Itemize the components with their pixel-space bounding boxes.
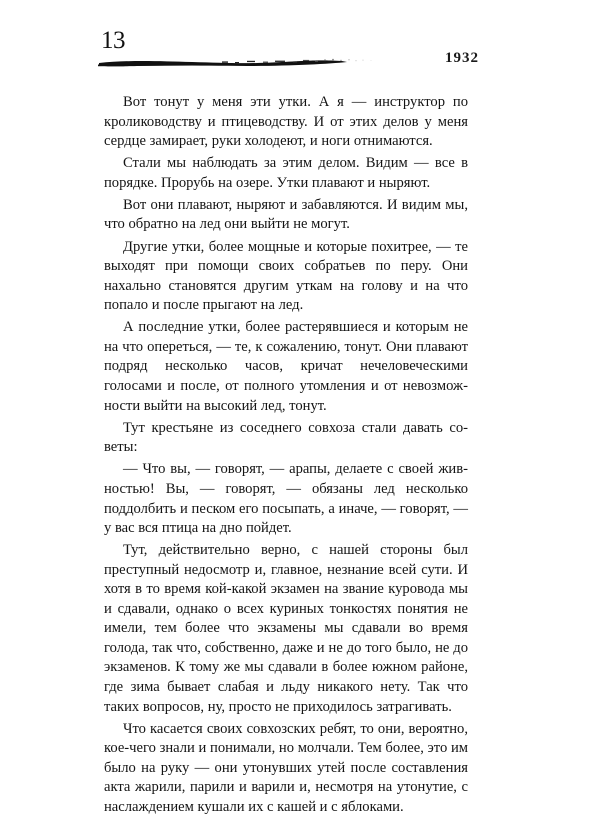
paragraph-8: Тут, действительно верно, с нашей стороны был преступный недосмотр и, главное, незнание всей сути. И хотя в то время кой-какой экзамен на звание куровода мы и сдавали, однако о всех куриных тонкостях понятия не имели, тем более что экзамены мы сдавали во время голода, так что, собственно, даже и не до того было, не до экзаменов. К тому же мы сдавали в более южном районе, где зима бывает слабая и льду никакого нету. Так что таких вопросов, ну, просто не приходилось затрагивать. <box>104 542 468 715</box>
header-year: 1932 <box>445 50 479 66</box>
paragraph-6: Тут крестьяне из соседнего совхоза стали давать советы: <box>104 419 468 456</box>
header-brush-rule <box>97 54 387 70</box>
paragraph-4: Другие утки, более мощные и которые похитрее, — те выходят при помощи своих собратьев по перу. Они нахально становятся другим уткам на голову и на что попало и после прыгают на лед. <box>104 238 468 314</box>
paragraph-3: Вот они плавают, ныряют и забавляются. И видим мы, что обратно на лед они выйти не могут. <box>104 196 468 233</box>
paragraph-7-dialogue: — Что вы, — говорят, — арапы, делаете с своей живностью! Вы, — говорят, — обязаны лед несколько поддолбить и песком его посыпать, а иначе, — говорят, — у вас вся птица на дно пойдет. <box>104 461 468 537</box>
body-text <box>104 93 468 817</box>
paragraph-9: Что касается своих совхозских ребят, то они, вероятно, кое-чего знали и понимали, но молчали. Тем более, это им было на руку — они утонувших утей после составления акта жарили, парили и варили и, несмотря на утонутие, с наслаждением кушали их с кашей и с яблоками. <box>104 720 468 815</box>
paragraph-5: А последние утки, более растерявшиеся и которым не на что опереться, — те, к сожалению, тонут. Они плавают подряд несколько часов, кричат нечеловеческими голосами и после, от полного утомления и от невозможности выйти на высокий лед, тонут. <box>104 319 468 414</box>
paragraph-1: Вот тонут у меня эти утки. А я — инструктор по кролиководству и птицеводству. И от этих делов у меня сердце замирает, руки холодеют, и ноги отнимаются. <box>104 94 468 150</box>
paragraph-2: Стали мы наблюдать за этим делом. Видим — все в порядке. Прорубь на озере. Утки плавают и ныряют. <box>104 155 468 191</box>
page-number: 13 <box>101 27 125 54</box>
